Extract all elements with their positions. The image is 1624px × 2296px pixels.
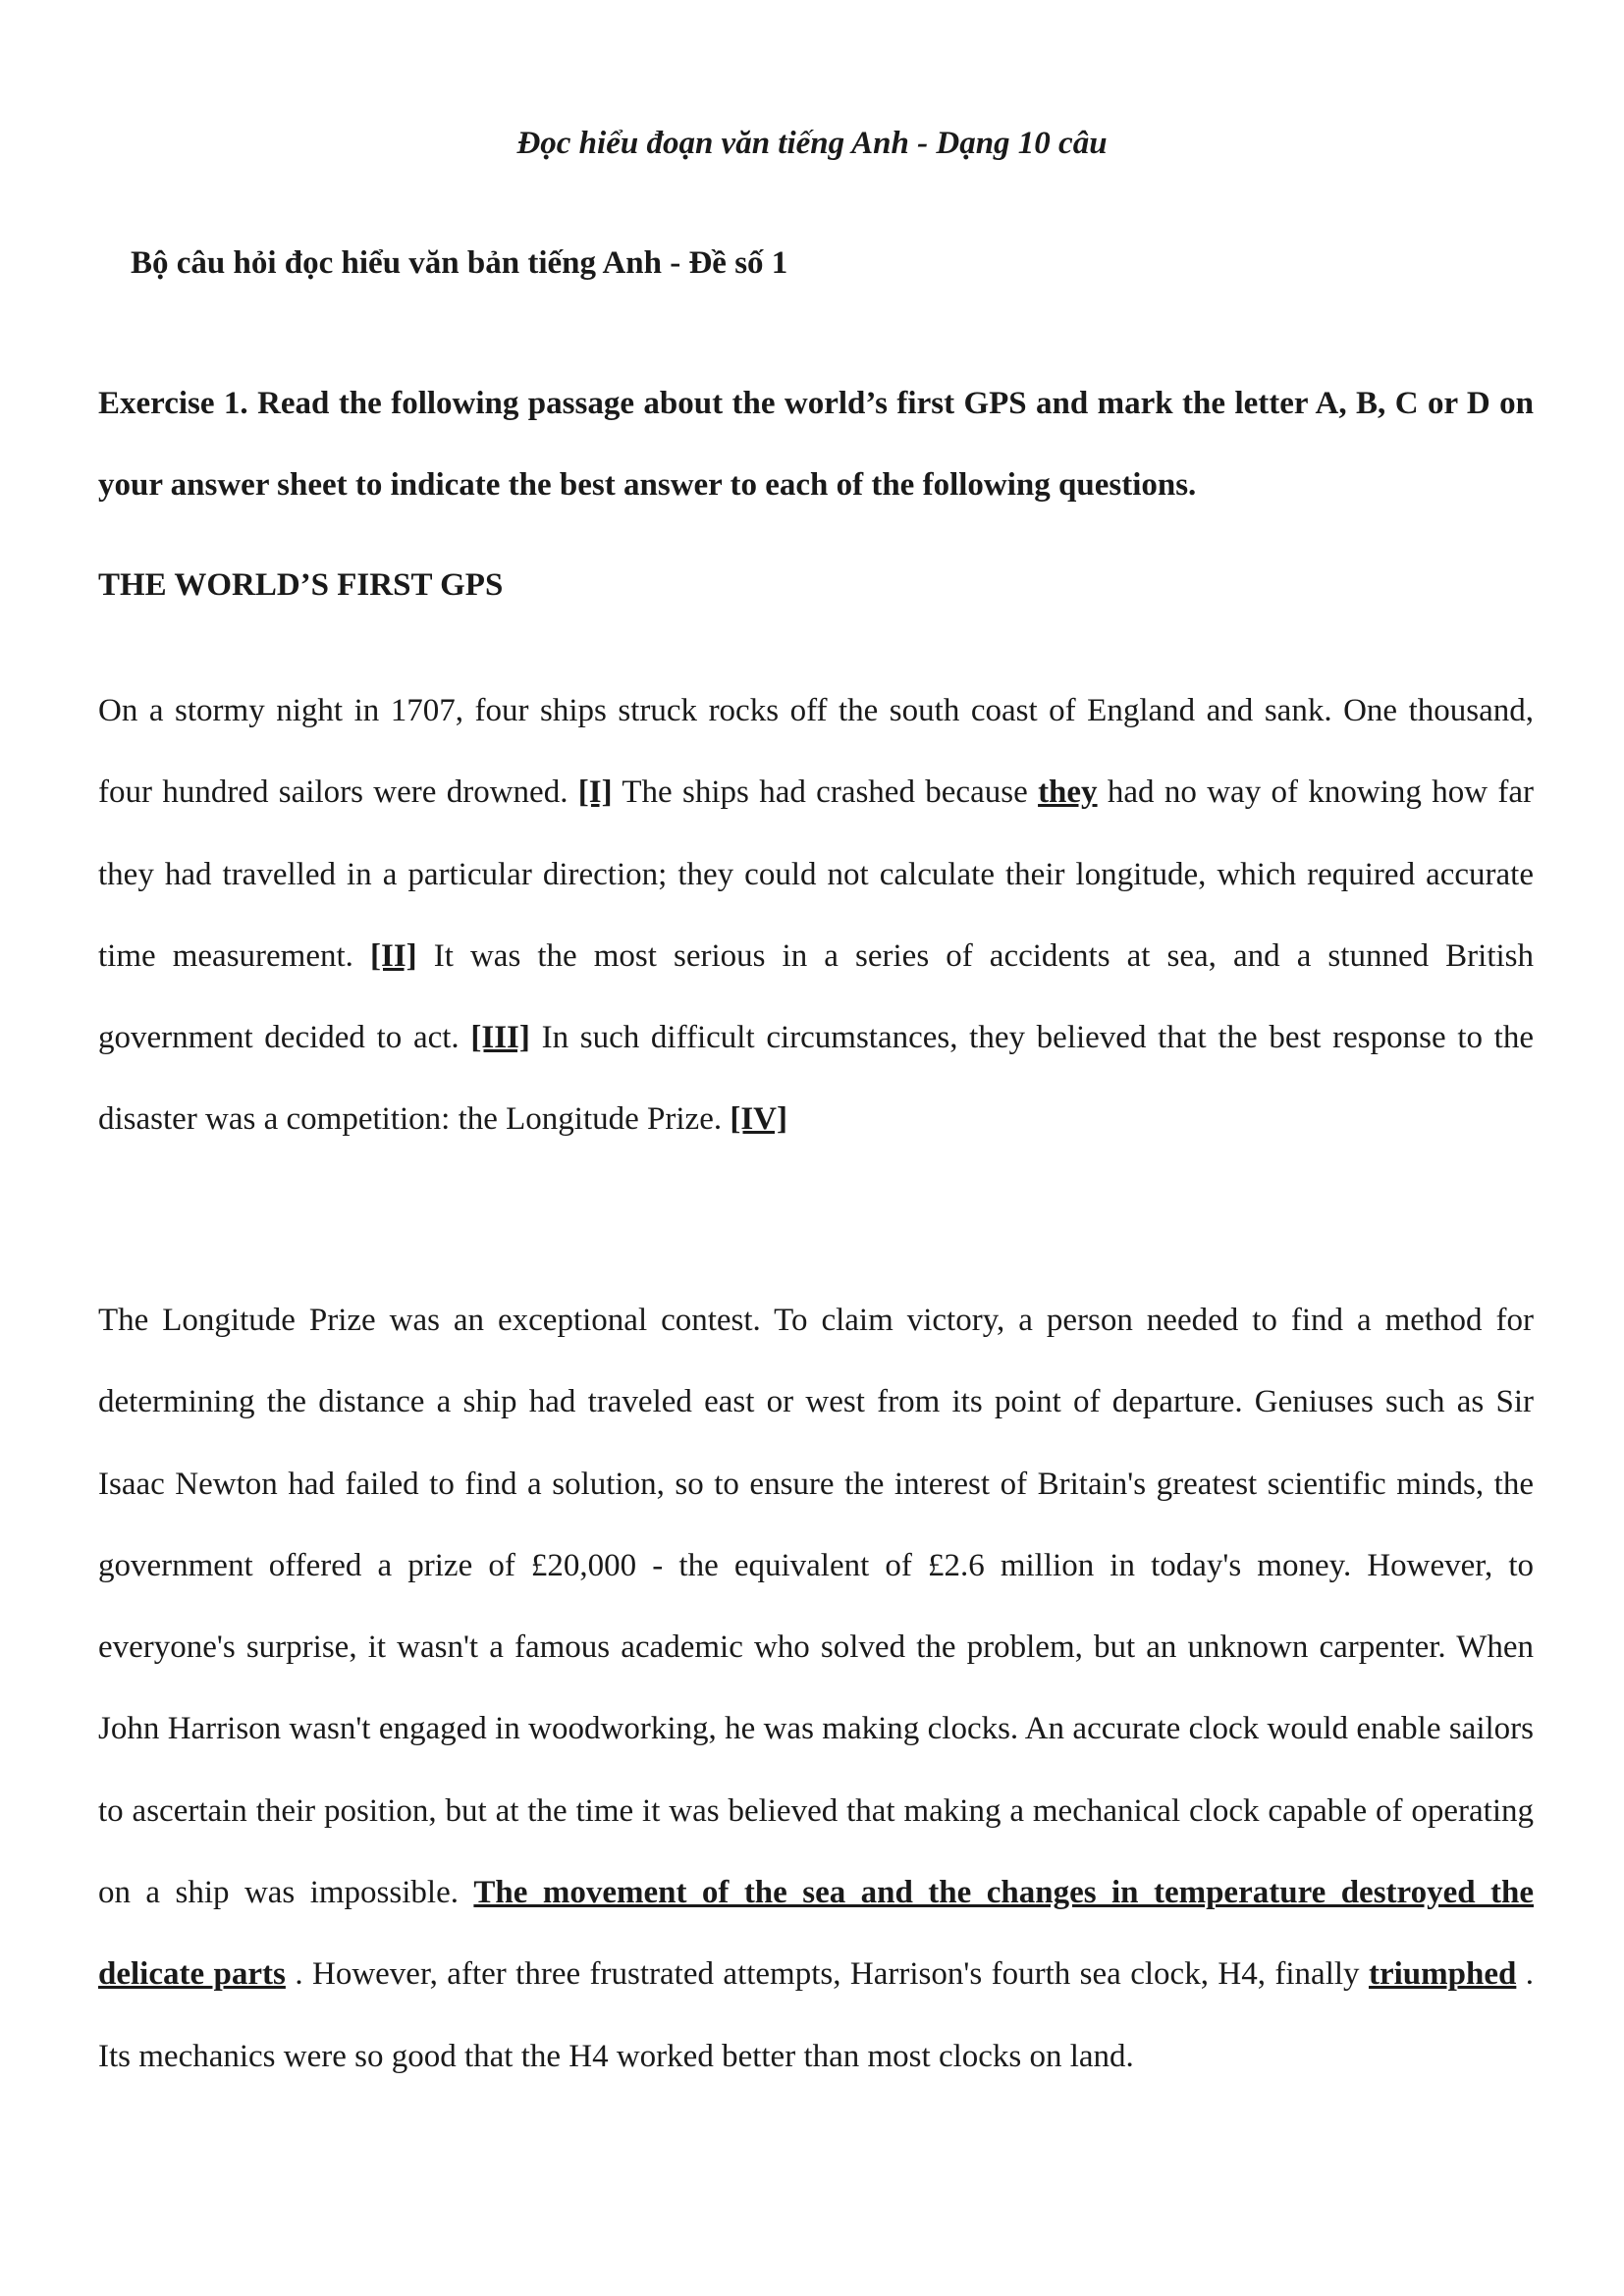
paragraph-text: It was the most serious in a series of accidents at sea, and a stunned British government decided to act. bbox=[98, 937, 1535, 1056]
passage-paragraph-1 bbox=[98, 670, 1534, 1161]
insertion-marker-2: [II] bbox=[369, 937, 417, 974]
passage-paragraph-2 bbox=[98, 1280, 1534, 2098]
reference-word-they: they bbox=[1038, 774, 1098, 811]
paragraph-text: . Its mechanics were so good that the H4 worked better than most clocks on land. bbox=[98, 1956, 1535, 2074]
paragraph-text: had no way of knowing how far they had travelled in a particular direction; they could not calculate their longitude, which required accurate time measurement. bbox=[98, 774, 1534, 974]
exercise-instruction: Exercise 1. Read the following passage about the world’s first GPS and mark the letter A, B, C or D on your answer sheet to indicate the best answer to each of the following questions. bbox=[98, 386, 1534, 503]
paragraph-text: The ships had crashed because bbox=[612, 774, 1039, 811]
question-set-title: Bộ câu hỏi đọc hiểu văn bản tiếng Anh - Đề số 1 bbox=[131, 245, 788, 281]
paragraph-text: The Longitude Prize was an exceptional contest. To claim victory, a person needed to find a method for determining the distance a ship had traveled east or west from its point of departure. Geniuses such as Sir Isaac Newton had failed to find a solution, so to ensure the interest of Britain's greatest scientific minds, the government offered a prize of £20,000 - the equivalent of £2.6 million in today's money. However, to everyone's surprise, it wasn't a famous academic who solved the problem, but an unknown carpenter. When John Harrison wasn't engaged in woodworking, he was making clocks. An accurate clock would enable sailors to ascertain their position, but at the time it was believed that making a mechanical clock capable of operating on a ship was impossible. bbox=[98, 1303, 1534, 1911]
insertion-marker-3: [III] bbox=[470, 1020, 530, 1056]
highlighted-word-triumphed: triumphed bbox=[1368, 1956, 1517, 1993]
highlighted-sentence: The movement of the sea and the changes in temperature destroyed the delicate parts bbox=[98, 1875, 1535, 1993]
paragraph-text: . However, after three frustrated attempts, Harrison's fourth sea clock, H4, finally bbox=[285, 1956, 1369, 1993]
passage-title: THE WORLD’S FIRST GPS bbox=[98, 567, 504, 603]
paragraph-text: In such difficult circumstances, they believed that the best response to the disaster was a competition: the Longitude Prize. bbox=[98, 1020, 1534, 1138]
paragraph-text: On a stormy night in 1707, four ships struck rocks off the south coast of England and sank. One thousand, four hundred sailors were drowned. bbox=[98, 693, 1534, 811]
insertion-marker-4: [IV] bbox=[730, 1101, 787, 1138]
document-title: Đọc hiểu đoạn văn tiếng Anh - Dạng 10 câu bbox=[516, 126, 1108, 161]
insertion-marker-1: [I] bbox=[577, 774, 613, 811]
